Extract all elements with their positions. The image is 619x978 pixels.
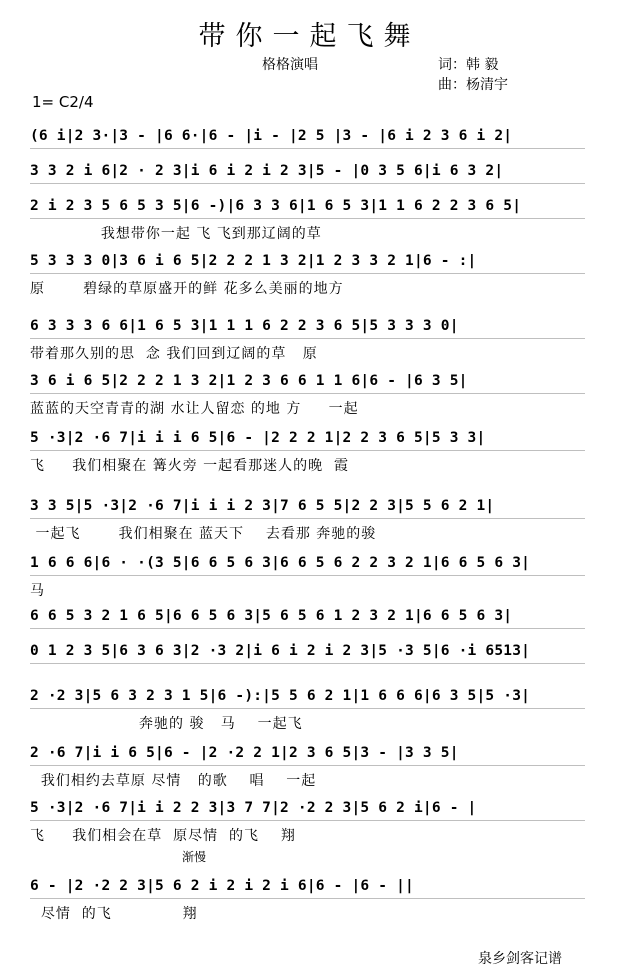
lyric-row: 蓝蓝的天空青青的湖 水让人留恋 的地 方 一起 [30, 401, 359, 417]
notation-row: 2 ·6 7|i i 6 5|6 - |2 ·2 2 1|2 3 6 5|3 - |3 3 5| [30, 745, 459, 761]
beam-line [30, 820, 585, 821]
notation-row: 5 ·3|2 ·6 7|i i 2 2 3|3 7 7|2 ·2 2 3|5 6 2 i|6 - | [30, 800, 477, 816]
lyric-row: 飞 我们相会在草 原尽情 的飞 翔 [30, 828, 296, 844]
beam-line [30, 450, 585, 451]
lyric-row: 尽情 的飞 翔 [30, 906, 198, 922]
beam-line [30, 183, 585, 184]
beam-line [30, 663, 585, 664]
notation-row: 3 3 5|5 ·3|2 ·6 7|i i i 2 3|7 6 5 5|2 2 3|5 5 6 2 1| [30, 498, 495, 514]
composer-credit: 曲：杨清宇 [438, 77, 508, 93]
lyric-row: 一起飞 我们相聚在 蓝天下 去看那 奔驰的骏 [30, 526, 377, 542]
notation-row: (6 i|2 3·|3 - |6 6·|6 - |i - |2 5 |3 - |6 i 2 3 6 i 2| [30, 128, 513, 144]
lyric-row: 原 碧绿的草原盛开的鲜 花多么美丽的地方 [30, 281, 344, 297]
beam-line [30, 518, 585, 519]
beam-line [30, 338, 585, 339]
beam-line [30, 898, 585, 899]
lyricist-credit: 词：韩 毅 [438, 57, 499, 73]
notation-row: 1 6 6 6|6 · ·(3 5|6 6 5 6 3|6 6 5 6 2 2 3 2 1|6 6 5 6 3| [30, 555, 531, 571]
beam-line [30, 575, 585, 576]
lyric-row: 飞 我们相聚在 篝火旁 一起看那迷人的晚 霞 [30, 458, 350, 474]
key-signature: 1= C2/4 [32, 93, 94, 111]
lyric-row: 马 [30, 583, 45, 599]
beam-line [30, 708, 585, 709]
tempo-marking: 渐慢 [182, 850, 207, 864]
beam-line [30, 765, 585, 766]
beam-line [30, 628, 585, 629]
beam-line [30, 273, 585, 274]
beam-line [30, 218, 585, 219]
notation-row: 3 6 i 6 5|2 2 2 1 3 2|1 2 3 6 6 1 1 6|6 - |6 3 5| [30, 373, 468, 389]
notation-row: 0 1 2 3 5|6 3 6 3|2 ·3 2|i 6 i 2 i 2 3|5 ·3 5|6 ·i 6513| [30, 643, 531, 659]
notation-row: 6 - |2 ·2 2 3|5 6 2 i 2 i 2 i 6|6 - |6 - || [30, 878, 414, 894]
transcriber-credit: 泉乡剑客记谱 [478, 951, 562, 967]
singer-credit: 格格演唱 [262, 57, 318, 73]
notation-row: 5 ·3|2 ·6 7|i i i 6 5|6 - |2 2 2 1|2 2 3 6 5|5 3 3| [30, 430, 486, 446]
notation-row: 5 3 3 3 0|3 6 i 6 5|2 2 2 1 3 2|1 2 3 3 2 1|6 - :| [30, 253, 477, 269]
notation-row: 6 6 5 3 2 1 6 5|6 6 5 6 3|5 6 5 6 1 2 3 2 1|6 6 5 6 3| [30, 608, 513, 624]
notation-row: 2 ·2 3|5 6 3 2 3 1 5|6 -):|5 5 6 2 1|1 6 6 6|6 3 5|5 ·3| [30, 688, 531, 704]
lyric-row: 我想带你一起 飞 飞到那辽阔的草 [30, 226, 322, 242]
notation-row: 6 3 3 3 6 6|1 6 5 3|1 1 1 6 2 2 3 6 5|5 3 3 3 0| [30, 318, 459, 334]
beam-line [30, 148, 585, 149]
lyric-row: 我们相约去草原 尽情 的歌 唱 一起 [30, 773, 317, 789]
song-title: 带你一起飞舞 [198, 21, 421, 52]
lyric-row: 奔驰的 骏 马 一起飞 [30, 716, 303, 732]
notation-row: 2 i 2 3 5 6 5 3 5|6 -)|6 3 3 6|1 6 5 3|1 1 6 2 2 3 6 5| [30, 198, 522, 214]
lyric-row: 带着那久别的思 念 我们回到辽阔的草 原 [30, 346, 318, 362]
beam-line [30, 393, 585, 394]
notation-row: 3 3 2 i 6|2 · 2 3|i 6 i 2 i 2 3|5 - |0 3 5 6|i 6 3 2| [30, 163, 504, 179]
